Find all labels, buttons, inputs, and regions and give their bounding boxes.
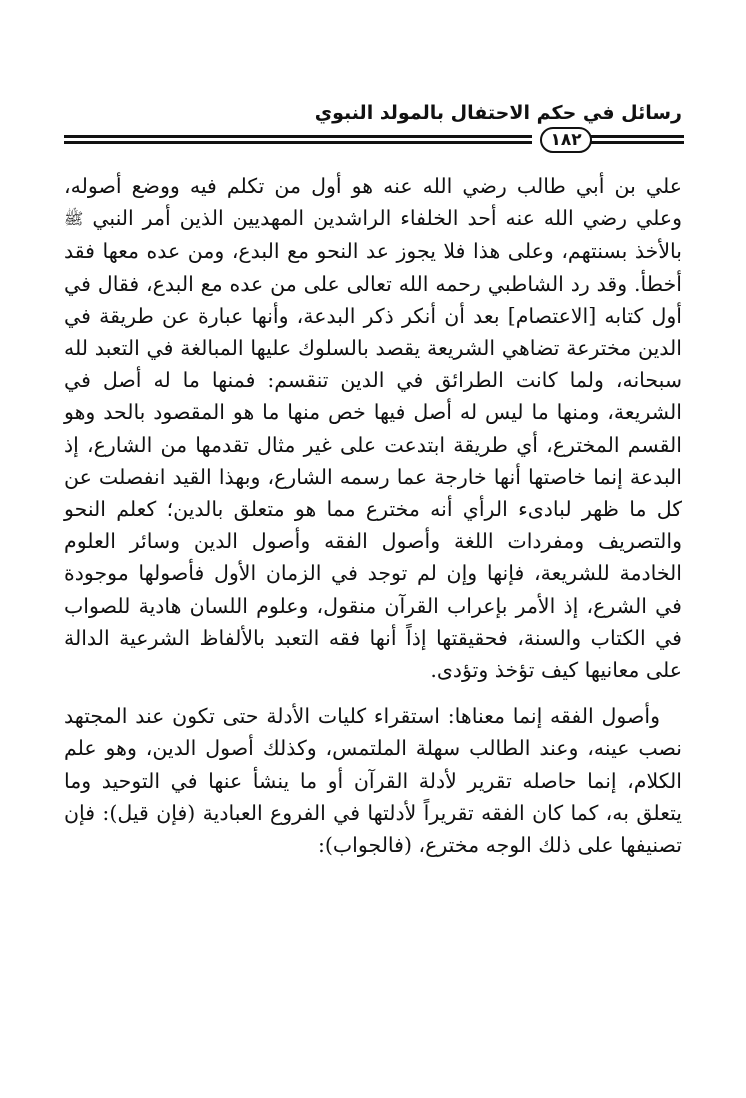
header-rule-line (64, 141, 532, 144)
header-rule-line (64, 135, 532, 138)
running-header (64, 96, 682, 130)
paragraph (64, 170, 682, 686)
honorific-symbol: ﷺ (64, 209, 84, 229)
running-title: رسائل في حكم الاحتفال بالمولد النبوي (314, 102, 682, 124)
paragraph: وأصول الفقه إنما معناها: استقراء كليات الأدلة حتى تكون عند المجتهد نصب عينه، وعند الطالب سهلة الملتمس، وكذلك أصول الدين، وهو علم الكلام، إنما حاصله تقرير لأدلة القرآن أو ما ينشأ عنها في التوحيد وما يتعلق به، كما كان الفقه تقريراً لأدلتها في الفروع العبادية (فإن قيل): فإن تصنيفها على ذلك الوجه مخترع، (فالجواب): (64, 704, 682, 858)
header-rule-line (589, 141, 684, 144)
page-number: ١٨٢ (540, 127, 592, 153)
body-text (64, 170, 682, 875)
header-rule-line (589, 135, 684, 138)
header-rule (64, 127, 684, 157)
paragraph-text: علي بن أبي طالب رضي الله عنه هو أول من تكلم فيه ووضع أصوله، وعلي رضي الله عنه أحد الخلفاء الراشدين المهديين الذين أمر النبي (64, 174, 682, 231)
paragraph-text: بالأخذ بسنتهم، وعلى هذا فلا يجوز عد النحو مع البدع، ومن عده معها فقد أخطأ. وقد رد الشاطبي رحمه الله تعالى على من عده مع البدع، فقال في أول كتابه [الاعتصام] بعد أن أنكر ذكر البدعة، وأنها عبارة عن طريقة في الدين مخترعة تضاهي الشريعة يقصد بالسلوك عليها المبالغة في التعبد لله سبحانه، ولما كانت الطرائق في الدين تنقسم: فمنها ما له أصل في الشريعة، ومنها ما ليس له أصل فيها خص منها ما هو المقصود بالحد وهو القسم المخترع، أي طريقة ابتدعت على غير مثال تقدمها من الشارع، إذ البدعة إنما خاصتها أنها خارجة عما رسمه الشارع، وبهذا القيد انفصلت عن كل ما ظهر لبادىء الرأي أنه مخترع مما هو متعلق بالدين؛ كعلم النحو والتصريف ومفردات اللغة وأصول الفقه وأصول الدين وسائر العلوم الخادمة للشريعة، فإنها وإن لم توجد في الزمان الأول فأصولها موجودة في الشرع، إذ الأمر بإعراب القرآن منقول، وعلوم اللسان هادية للصواب في الكتاب والسنة، فحقيقتها إذاً أنها فقه التعبد بالألفاظ الشرعية الدالة على معانيها كيف تؤخذ وتؤدى. (64, 239, 682, 683)
